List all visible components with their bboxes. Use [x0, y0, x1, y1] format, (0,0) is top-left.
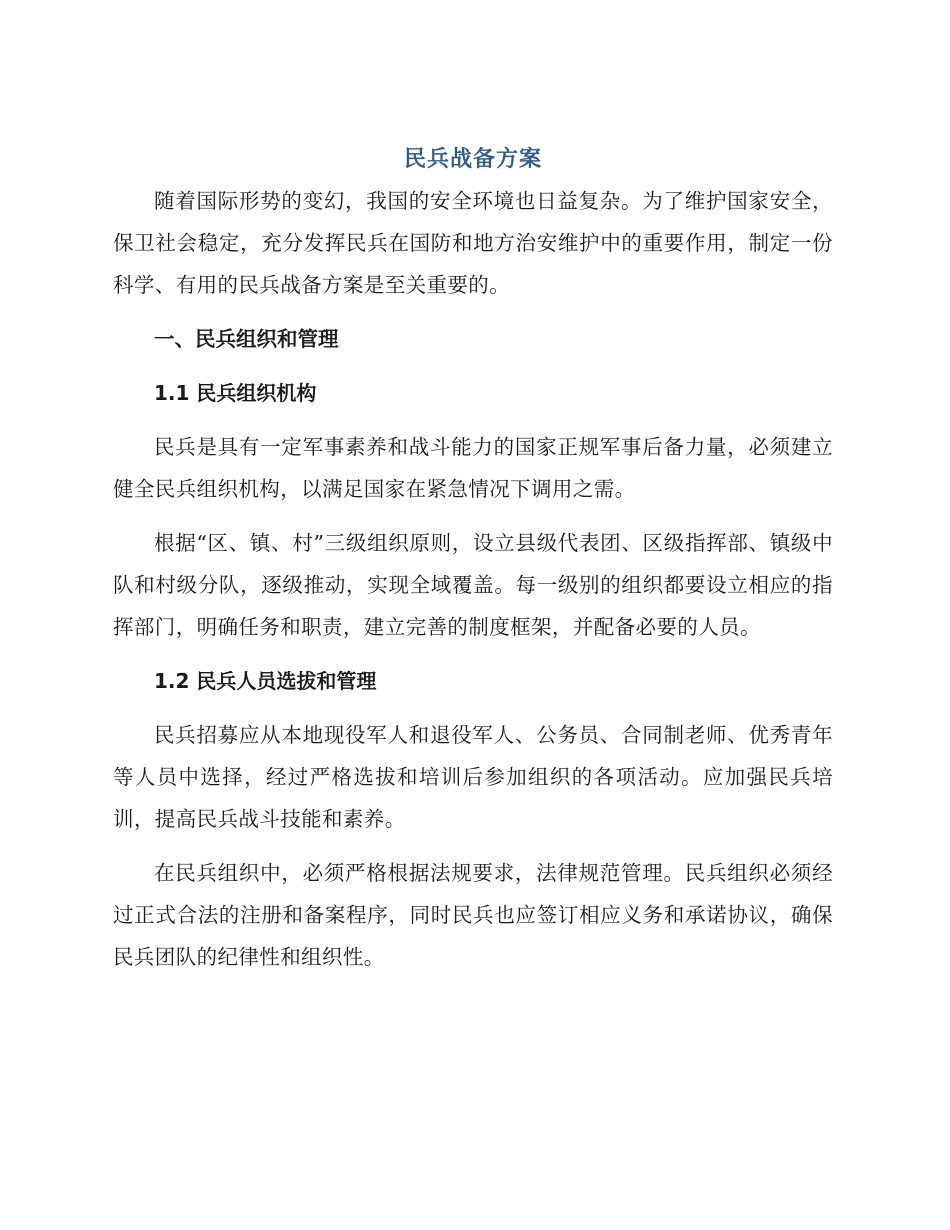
subsection-heading-1-2: 1.2 民兵人员选拔和管理: [154, 669, 377, 693]
subsection-heading-1-1: 1.1 民兵组织机构: [154, 381, 317, 405]
intro-paragraph: 随着国际形势的变幻，我国的安全环境也日益复杂。为了维护国家安全，保卫社会稳定，充分发挥民兵在国防和地方治安维护中的重要作用，制定一份科学、有用的民兵战备方案是至关重要的。: [113, 189, 833, 297]
document-title: 民兵战备方案: [403, 147, 542, 172]
paragraph-1-2-b: 在民兵组织中，必须严格根据法规要求，法律规范管理。民兵组织必须经过正式合法的注册和备案程序，同时民兵也应签订相应义务和承诺协议，确保民兵团队的纪律性和组织性。: [113, 861, 833, 969]
section-heading: 一、民兵组织和管理: [154, 327, 339, 351]
paragraph-1-2-a: 民兵招募应从本地现役军人和退役军人、公务员、合同制老师、优秀青年等人员中选择，经过严格选拔和培训后参加组织的各项活动。应加强民兵培训，提高民兵战斗技能和素养。: [113, 723, 833, 831]
document-page: [113, 140, 833, 990]
paragraph-1-1-a: 民兵是具有一定军事素养和战斗能力的国家正规军事后备力量，必须建立健全民兵组织机构，以满足国家在紧急情况下调用之需。: [113, 435, 833, 501]
paragraph-1-1-b: 根据“区、镇、村”三级组织原则，设立县级代表团、区级指挥部、镇级中队和村级分队，逐级推动，实现全域覆盖。每一级别的组织都要设立相应的指挥部门，明确任务和职责，建立完善的制度框架，并配备必要的人员。: [113, 531, 833, 639]
